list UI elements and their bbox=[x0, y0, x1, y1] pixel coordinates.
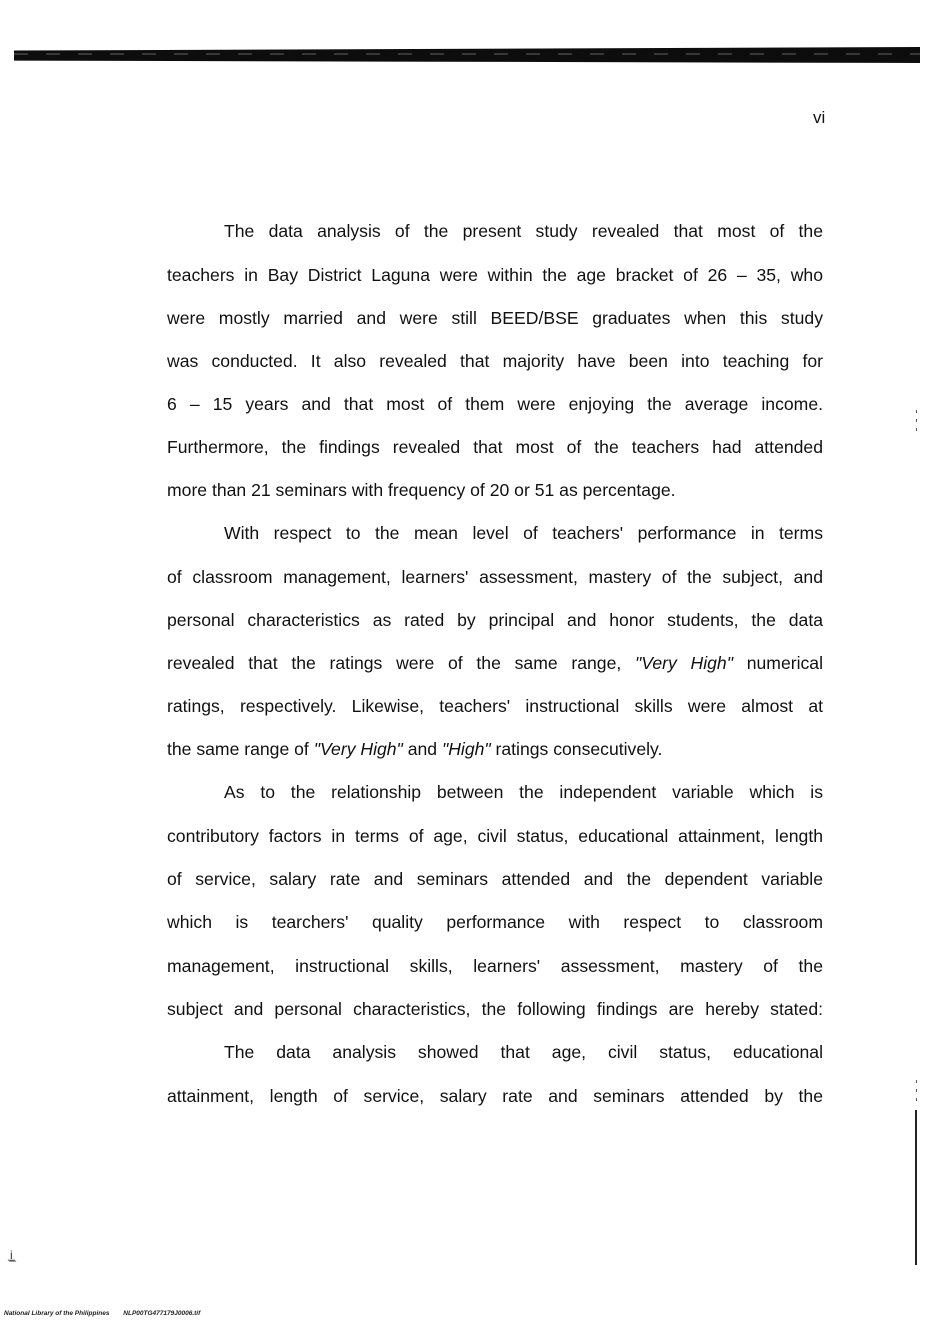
paragraph-3-line-5: management, instructional skills, learners' assessment, mastery of the bbox=[167, 956, 823, 976]
paragraph-1-line-3: were mostly married and were still BEED/BSE graduates when this study bbox=[167, 308, 823, 328]
paragraph-3-line-1: As to the relationship between the independent variable which is bbox=[224, 782, 823, 802]
rating-high: "High" bbox=[441, 739, 491, 759]
paragraph-4-line-1: The data analysis showed that age, civil status, educational bbox=[224, 1042, 823, 1062]
paragraph-2-line-2: of classroom management, learners' assessment, mastery of the subject, and bbox=[167, 567, 823, 587]
paragraph-3-line-4: which is tearchers' quality performance with respect to classroom bbox=[167, 912, 823, 932]
paragraph-4-line-2: attainment, length of service, salary rate and seminars attended by the bbox=[167, 1086, 823, 1106]
line-segment: the same range of bbox=[167, 739, 314, 759]
rating-very-high: "Very High" bbox=[313, 739, 403, 759]
paragraph-1-line-1: The data analysis of the present study revealed that most of the bbox=[224, 221, 823, 241]
paragraph-3-line-6: subject and personal characteristics, the following findings are hereby stated: bbox=[167, 999, 823, 1019]
paragraph-1-line-5: 6 – 15 years and that most of them were enjoying the average income. bbox=[167, 394, 823, 414]
paragraph-2-line-5: ratings, respectively. Likewise, teachers' instructional skills were almost at bbox=[167, 696, 823, 716]
scan-border-bar bbox=[14, 47, 920, 63]
paragraph-3-line-3: of service, salary rate and seminars attended and the dependent variable bbox=[167, 869, 823, 889]
paragraph-1-line-6: Furthermore, the findings revealed that most of the teachers had attended bbox=[167, 437, 823, 457]
scan-edge-dots bbox=[916, 410, 917, 435]
paragraph-3-line-2: contributory factors in terms of age, civil status, educational attainment, length bbox=[167, 826, 823, 846]
paragraph-2-line-3: personal characteristics as rated by principal and honor students, the data bbox=[167, 610, 823, 630]
rating-very-high: "Very High" bbox=[635, 653, 733, 673]
line-segment: numerical bbox=[732, 653, 823, 673]
line-segment: ratings consecutively. bbox=[490, 739, 663, 759]
paragraph-2-line-4 bbox=[167, 652, 823, 674]
archive-footer bbox=[4, 1310, 200, 1318]
footer-library-name: National Library of the Philippines bbox=[4, 1310, 110, 1317]
paragraph-1-line-7: more than 21 seminars with frequency of 20 or 51 as percentage. bbox=[167, 480, 676, 500]
line-segment: and bbox=[402, 739, 442, 759]
scan-corner-mark: i̲̲ bbox=[10, 1248, 13, 1262]
page-number: vi bbox=[813, 108, 826, 127]
scan-edge-dots bbox=[916, 1080, 917, 1105]
line-segment: revealed that the ratings were of the same range, bbox=[167, 653, 636, 673]
scan-edge-line bbox=[915, 1110, 917, 1265]
footer-record-id: NLP00TG477179J0006.tif bbox=[123, 1310, 201, 1317]
paragraph-1-line-4: was conducted. It also revealed that majority have been into teaching for bbox=[167, 351, 823, 371]
paragraph-2-line-6 bbox=[167, 738, 823, 760]
paragraph-1-line-2: teachers in Bay District Laguna were within the age bracket of 26 – 35, who bbox=[167, 265, 823, 285]
paragraph-2-line-1: With respect to the mean level of teachers' performance in terms bbox=[224, 523, 823, 543]
